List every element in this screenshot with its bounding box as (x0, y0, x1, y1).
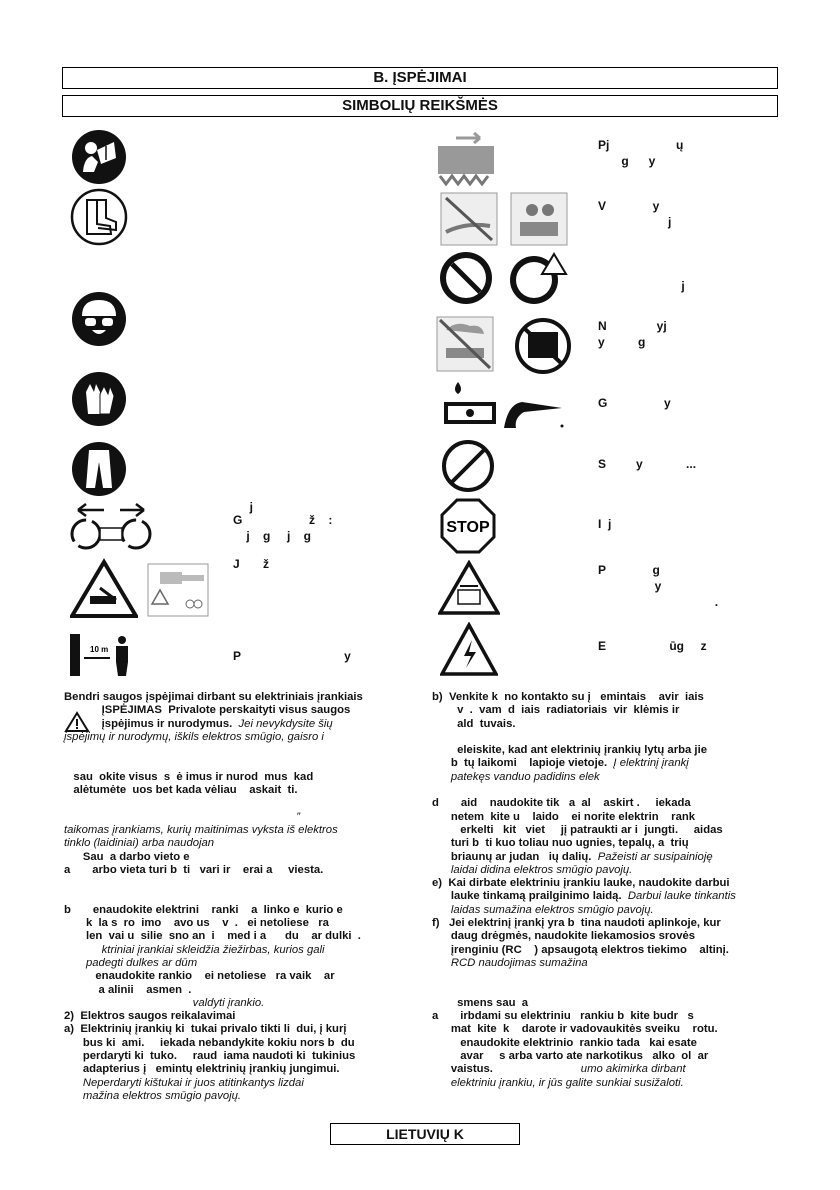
text-line: vaistus. umo akimirka dirbant (432, 1063, 686, 1076)
read-manual-icon (70, 128, 128, 186)
symbol-label: S y ... (598, 457, 697, 471)
text-line: d aid naudokite tik a al askirt . iekada (432, 797, 691, 810)
text-line: adapterius į emintų elektrinių įrankių jungimui. (64, 1063, 340, 1076)
symbol-label: P y (233, 649, 351, 663)
section-subtitle: SIMBOLIŲ REIKŠMĖS (62, 95, 778, 117)
prohibited-icon (440, 438, 496, 494)
symbol-label: J ž (233, 557, 270, 571)
text-line: RCD naudojimas sumažina (432, 956, 588, 969)
text-line (432, 970, 736, 983)
text-line: įspėjimus ir nurodymus. Jei nevykdysite šių (64, 717, 333, 730)
text-line: a irbdami su elektriniu rankiu b kite budr s (432, 1010, 694, 1023)
text-line: briaunų ar judan ių dalių. Pažeisti ar susipainioję (432, 850, 713, 863)
text-line: lauke tinkamą prailginimo laidą. Darbui lauke tinkantis (432, 890, 736, 903)
text-line: Sau a darbo vieto e (64, 850, 190, 863)
text-line: b) Venkite k no kontakto su į emintais avir iais (432, 691, 704, 703)
text-line: bus ki ami. iekada nebandykite kokiu nors b du (64, 1036, 355, 1049)
text-line: eleiskite, kad ant elektrinių įrankių lytų arba jie (432, 744, 707, 757)
kickback-warning-icon (70, 558, 138, 620)
text-line: tinklo (laidiniai) arba naudojan (64, 837, 215, 850)
symbol-label: j (249, 500, 254, 514)
text-line: f) Jei elektrinį įrankį yra b tina naudoti aplinkoje, kur (432, 917, 721, 930)
one-hand-prohibited-icon (440, 192, 498, 246)
text-line: smens sau a (432, 996, 529, 1009)
symbol-label: G ž : j g j g (233, 513, 333, 543)
text-line: įrenginiu (RC ) apsaugotą elektros tiekimo altinį. (432, 943, 729, 956)
text-line (432, 984, 736, 997)
text-line: a alinii asmen . (64, 983, 192, 996)
distance-10m-icon (68, 632, 136, 678)
symbol-label: Pj ų g y (598, 138, 684, 168)
unplug-warning-icon (438, 560, 500, 616)
rain-prohibited-icon (436, 316, 494, 372)
text-line: v . vam d iais radiatoriais vir klėmis ir (432, 704, 680, 717)
text-line: ” (64, 810, 301, 823)
chain-oil-icon (442, 378, 500, 432)
text-line: laidas sumažina elektros smūgio pavojų. (432, 903, 654, 916)
symbol-label: E ūg z (598, 639, 707, 653)
chainsaw-kickback-icon (146, 562, 210, 618)
text-line: elektriniu įrankiu, ir jūs galite sunkiai susižaloti. (432, 1076, 684, 1089)
text-line: ktriniai įrankiai skleidžia žiežirbas, kurios gali (64, 943, 325, 956)
text-line: netem kite u laido ei norite elektrin rank (432, 810, 696, 823)
symbol-label: V y j j (598, 199, 685, 293)
text-line: valdyti įrankio. (64, 996, 265, 1009)
two-hands-icon (510, 192, 568, 246)
two-hand-warning-icon (508, 250, 568, 306)
helmet-goggles-ear-icon (70, 290, 128, 348)
text-line: 2) Elektros saugos reikalavimai (64, 1010, 236, 1023)
text-line: a) Elektrinių įrankių ki tukai privalo tikti li dui, į kurį (64, 1023, 347, 1036)
text-line: Neperdaryti kištukai ir juos atitinkantys lizdai (64, 1076, 304, 1089)
section-title: B. ĮSPĖJIMAI (62, 67, 778, 89)
trousers-icon (70, 440, 128, 498)
text-line: taikomas įrankiams, kurių maitinimas vyksta iš elektros (64, 823, 338, 836)
kickback-rotation-icon (64, 500, 158, 552)
text-line (64, 890, 363, 903)
text-line: avar s arba varto ate narkotikus alko ol ar (432, 1050, 709, 1063)
text-line: mat kite k darote ir vadovaukitės sveiku rotu. (432, 1023, 718, 1036)
safety-boots-icon (70, 188, 128, 246)
stop-icon (440, 498, 496, 554)
text-line (64, 744, 363, 757)
text-line (432, 731, 736, 744)
chain-direction-icon (436, 128, 496, 186)
text-line: ĮSPĖJIMAS Privalote perskaityti visus saugos (64, 704, 351, 717)
text-line: enaudokite rankio ei netoliese ra vaik ar (64, 970, 335, 983)
footer-language-label: LIETUVIŲ K (330, 1123, 520, 1145)
symbol-label: G y (598, 396, 671, 410)
text-line: padegti dulkes ar dūm (64, 956, 198, 969)
text-line: a arbo vieta turi b ti vari ir erai a viesta. (64, 863, 324, 876)
text-line: patekęs vanduo padidins elek (432, 770, 600, 783)
text-line: b enaudokite elektrini ranki a linko e kurio e (64, 903, 343, 916)
text-line: Bendri saugos įspėjimai dirbant su elektriniais įrankiais (64, 691, 363, 703)
stop-text: STOP (446, 519, 490, 536)
text-line (64, 757, 363, 770)
text-line (64, 797, 363, 810)
text-line: turi b ti kuo toliau nuo ugnies, tepalų, a trių (432, 837, 689, 850)
text-line: laidai didina elektros smūgio pavojų. (432, 863, 633, 876)
text-line: b tų laikomi lapioje vietoje. Į elektrinį įrankį (432, 757, 689, 770)
symbol-label: N yj y g (598, 319, 667, 349)
text-line: alėtumėte uos bet kada vėliau askait ti. (64, 784, 298, 797)
no-one-hand-cut-icon (438, 250, 494, 306)
no-rain-icon (514, 318, 572, 374)
gloves-icon (70, 370, 128, 428)
text-line: k la s ro imo avo us v . ei netoliese ra (64, 917, 329, 930)
text-line: sau okite visus s ė imus ir nurod mus kad (64, 770, 314, 783)
text-line: e) Kai dirbate elektriniu įrankiu lauke, naudokite darbui (432, 877, 730, 890)
symbol-label: I j (598, 517, 612, 531)
text-line (64, 877, 363, 890)
text-line: įspėjimų ir nurodymų, iškils elektros smūgio, gaisro i (64, 730, 324, 743)
text-line: mažina elektros smūgio pavojų. (64, 1089, 242, 1102)
right-text-column (432, 691, 736, 1090)
text-line (432, 784, 736, 797)
text-line: ald tuvais. (432, 717, 516, 730)
text-line: daug drėgmės, naudokite liekamosios srovės (432, 930, 696, 943)
text-line: enaudokite elektrinio rankio tada kai esate (432, 1036, 697, 1049)
symbol-label: P g y . (598, 563, 719, 609)
text-line: perdaryti ki tuko. raud iama naudoti ki tukinius (64, 1050, 356, 1063)
text-line: erkelti kit viet jį patraukti ar i jungti. aidas (432, 823, 723, 836)
electric-hazard-icon (440, 622, 498, 678)
distance-label: 10 m (90, 645, 109, 654)
text-line: len vai u silie sno an i med i a du ar dulki . (64, 930, 361, 943)
left-text-column (64, 691, 363, 1103)
oil-can-icon (502, 392, 572, 432)
